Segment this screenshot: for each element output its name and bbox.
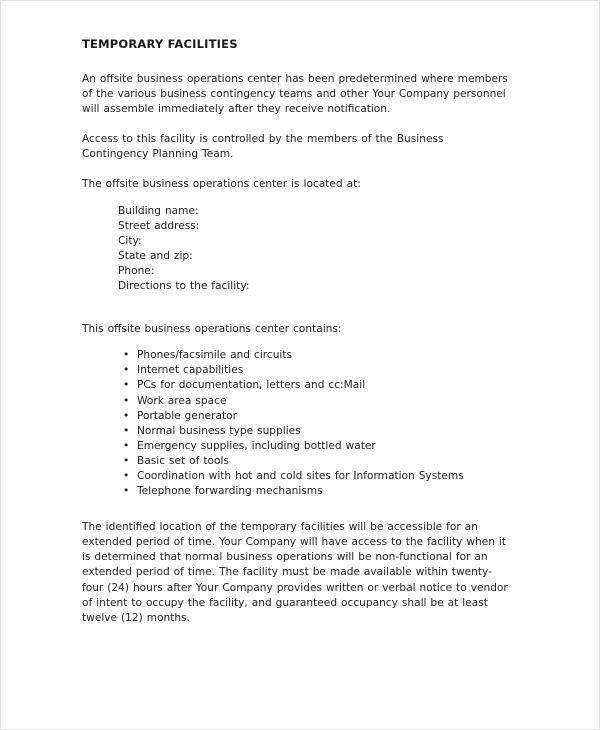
bullet-icon: • xyxy=(123,364,130,377)
spacer xyxy=(82,162,523,177)
spacer xyxy=(82,294,523,322)
facility-contents-list xyxy=(82,348,523,499)
list-item xyxy=(123,469,523,484)
list-item xyxy=(123,454,523,469)
spacer xyxy=(82,499,523,520)
list-item-label: Basic set of tools xyxy=(137,454,229,467)
list-item-label: Work area space xyxy=(137,394,227,407)
location-field-list xyxy=(82,204,523,295)
bullet-icon: • xyxy=(123,485,130,498)
page-title: TEMPORARY FACILITIES xyxy=(82,37,238,51)
spacer xyxy=(82,51,523,72)
list-item-label: PCs for documentation, letters and cc:Mail xyxy=(137,379,366,392)
list-item: Building name: xyxy=(118,204,199,217)
list-item-label: Telephone forwarding mechanisms xyxy=(137,485,323,498)
list-item xyxy=(123,409,523,424)
contains-lead-in: This offsite business operations center contains: xyxy=(82,323,342,336)
list-item-label: Internet capabilities xyxy=(137,364,244,377)
list-item xyxy=(123,424,523,439)
bullet-icon: • xyxy=(123,469,130,482)
bullet-icon: • xyxy=(123,409,130,422)
bullet-icon: • xyxy=(123,349,130,362)
bullet-icon: • xyxy=(123,454,130,467)
spacer xyxy=(82,337,523,348)
bullet-icon: • xyxy=(123,439,130,452)
list-item xyxy=(123,439,523,454)
list-item: Phone: xyxy=(118,264,155,277)
list-item-label: Normal business type supplies xyxy=(137,424,301,437)
spacer xyxy=(82,193,523,204)
bullet-icon: • xyxy=(123,394,130,407)
intro-paragraph: An offsite business operations center has been predetermined where members of the various business contingency teams and other Your Company personnel will assemble immediately after they receive notification. xyxy=(82,73,508,116)
closing-paragraph: The identified location of the temporary facilities will be accessible for an extended period of time. Your Company will have access to the facility when it is determined that normal business operations will be non-functional for an extended period of time. The facility must be made available within twenty-four (24) hours after Your Company provides written or verbal notice to vendor of intent to occupy the facility, and guaranteed occupancy shall be at least twelve (12) months. xyxy=(82,521,508,624)
bullet-icon: • xyxy=(123,379,130,392)
list-item: City: xyxy=(118,234,142,247)
list-item: Street address: xyxy=(118,219,200,232)
list-item-label: Coordination with hot and cold sites for Information Systems xyxy=(137,469,464,482)
access-paragraph: Access to this facility is controlled by the members of the Business Contingency Planning Team. xyxy=(82,133,444,161)
list-item: State and zip: xyxy=(118,249,193,262)
location-lead-in: The offsite business operations center is located at: xyxy=(82,178,361,191)
list-item xyxy=(123,348,523,363)
list-item-label: Portable generator xyxy=(137,409,237,422)
list-item xyxy=(123,363,523,378)
bullet-icon: • xyxy=(123,424,130,437)
list-item xyxy=(123,484,523,499)
list-item-label: Emergency supplies, including bottled water xyxy=(137,439,376,452)
list-item: Directions to the facility: xyxy=(118,280,250,293)
list-item xyxy=(123,394,523,409)
list-item-label: Phones/facsimile and circuits xyxy=(137,349,293,362)
spacer xyxy=(82,117,523,132)
list-item xyxy=(123,378,523,393)
